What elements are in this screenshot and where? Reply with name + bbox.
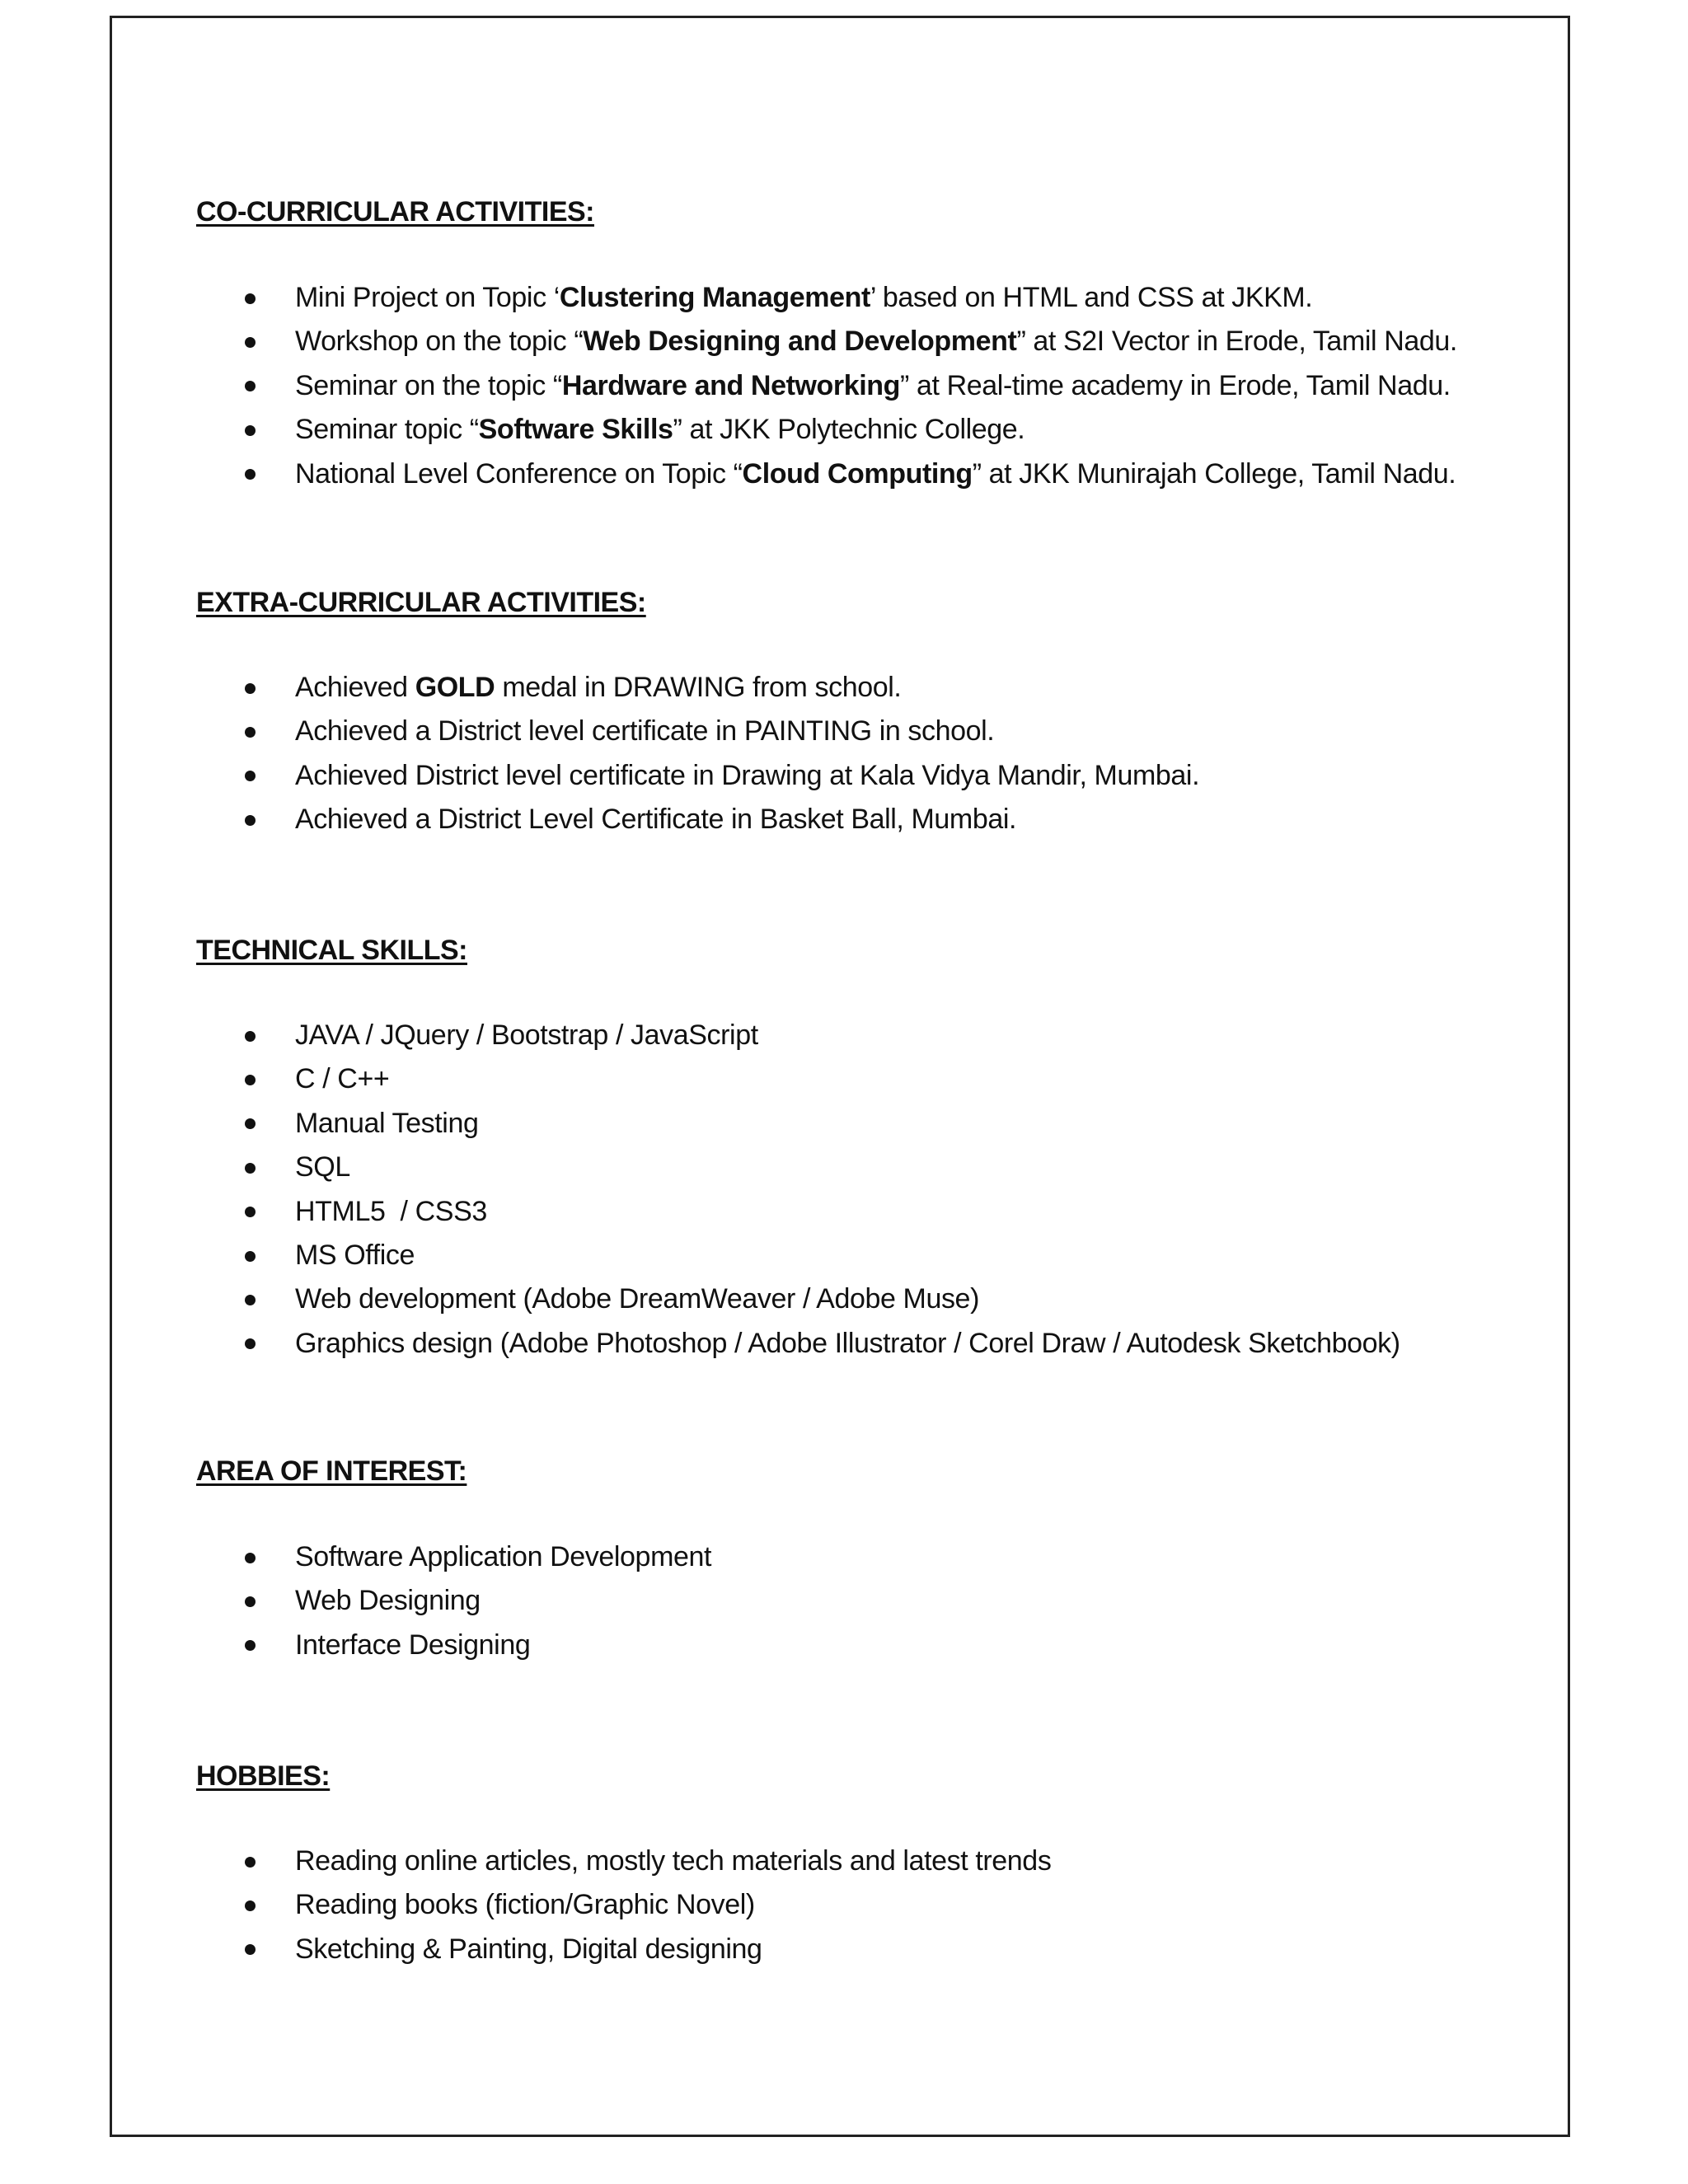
bullet-list [196, 276, 1457, 496]
bullet-list [196, 1535, 711, 1667]
item-text: Achieved a District level certificate in PAINTING in school. [295, 715, 995, 748]
item-text: Seminar topic “ [295, 414, 479, 446]
section-heading: AREA OF INTEREST: [196, 1455, 467, 1487]
bullet-icon [245, 1596, 256, 1607]
item-text: Reading online articles, mostly tech materials and latest trends [295, 1845, 1052, 1877]
section-heading: CO-CURRICULAR ACTIVITIES: [196, 196, 594, 227]
item-text: ” at Real-time academy in Erode, Tamil Nadu. [900, 369, 1451, 401]
item-bold-text: Clustering Management [559, 282, 870, 313]
item-text: Seminar on the topic “ [295, 369, 562, 401]
list-item [196, 754, 1199, 798]
list-item [196, 1883, 1051, 1927]
bullet-icon [245, 683, 256, 694]
section-technical-skills [196, 934, 1515, 1359]
list-item [196, 1624, 711, 1667]
item-text: ” at JKK Munirajah College, Tamil Nadu. [972, 457, 1456, 490]
item-bold-text: Software Skills [478, 414, 673, 446]
list-item [196, 364, 1457, 408]
list-item [196, 1840, 1051, 1883]
item-text: HTML5 / CSS3 [295, 1195, 487, 1227]
bullet-icon [245, 1857, 256, 1868]
bullet-icon [245, 1031, 256, 1042]
bullet-icon [245, 1338, 256, 1349]
bullet-list [196, 1014, 1400, 1366]
section-area-of-interest [196, 1455, 1515, 1661]
item-text: Achieved a District Level Certificate in Basket Ball, Mumbai. [295, 804, 1017, 836]
list-item [196, 1190, 1400, 1234]
list-item [196, 1322, 1400, 1366]
item-text: National Level Conference on Topic “ [295, 457, 743, 490]
section-co-curricular [196, 195, 1515, 490]
item-text: Web Designing [295, 1585, 481, 1617]
bullet-icon [245, 1640, 256, 1651]
list-item [196, 452, 1457, 496]
list-item [196, 1146, 1400, 1189]
bullet-list [196, 1840, 1051, 1971]
bullet-icon [245, 1900, 256, 1911]
item-text: medal in DRAWING from school. [495, 672, 902, 703]
bullet-icon [245, 1553, 256, 1563]
list-item [196, 1277, 1400, 1321]
bullet-icon [245, 1295, 256, 1305]
item-text: C / C++ [295, 1063, 390, 1095]
list-item [196, 1014, 1400, 1057]
item-text: Sketching & Painting, Digital designing [295, 1933, 762, 1965]
bullet-icon [245, 1944, 256, 1955]
item-text: Interface Designing [295, 1629, 531, 1661]
item-text: ’ based on HTML and CSS at JKKM. [870, 282, 1313, 313]
item-text: Reading books (fiction/Graphic Novel) [295, 1889, 755, 1921]
item-text: Achieved District level certificate in Drawing at Kala Vidya Mandir, Mumbai. [295, 759, 1200, 791]
list-item [196, 1057, 1400, 1101]
section-extra-curricular [196, 586, 1515, 836]
section-heading: TECHNICAL SKILLS: [196, 935, 467, 966]
list-item [196, 1535, 711, 1579]
list-item [196, 710, 1199, 753]
item-text: Web development (Adobe DreamWeaver / Adobe Muse) [295, 1283, 979, 1315]
bullet-icon [245, 425, 256, 436]
item-text: JAVA / JQuery / Bootstrap / JavaScript [295, 1019, 758, 1051]
list-item [196, 276, 1457, 320]
list-item [196, 320, 1457, 363]
bullet-icon [245, 337, 256, 348]
item-bold-text: GOLD [415, 672, 495, 703]
list-item [196, 1234, 1400, 1277]
bullet-icon [245, 1251, 256, 1262]
section-hobbies [196, 1760, 1515, 1965]
bullet-icon [245, 469, 256, 480]
bullet-icon [245, 381, 256, 391]
list-item [196, 1579, 711, 1623]
list-item [196, 666, 1199, 710]
item-text: MS Office [295, 1239, 415, 1271]
item-text: Graphics design (Adobe Photoshop / Adobe Illustrator / Corel Draw / Autodesk Sketchbook) [295, 1327, 1400, 1359]
item-text: Software Application Development [295, 1541, 712, 1572]
bullet-list [196, 666, 1199, 842]
item-text: ” at S2I Vector in Erode, Tamil Nadu. [1016, 326, 1457, 358]
bullet-icon [245, 771, 256, 781]
bullet-icon [245, 1207, 256, 1217]
list-item [196, 1928, 1051, 1971]
bullet-icon [245, 293, 256, 304]
bullet-icon [245, 1075, 256, 1085]
list-item [196, 1102, 1400, 1146]
item-bold-text: Web Designing and Development [583, 326, 1017, 358]
section-heading: EXTRA-CURRICULAR ACTIVITIES: [196, 587, 646, 618]
bullet-icon [245, 727, 256, 738]
item-text: Manual Testing [295, 1107, 479, 1139]
item-bold-text: Hardware and Networking [561, 369, 901, 401]
list-item [196, 408, 1457, 452]
bullet-icon [245, 1163, 256, 1174]
list-item [196, 798, 1199, 841]
item-text: SQL [295, 1151, 350, 1183]
bullet-icon [245, 815, 256, 826]
item-text: Workshop on the topic “ [295, 326, 584, 358]
item-bold-text: Cloud Computing [742, 457, 973, 490]
item-text: ” at JKK Polytechnic College. [673, 414, 1025, 446]
item-text: Mini Project on Topic ‘ [295, 282, 560, 313]
section-heading: HOBBIES: [196, 1760, 331, 1792]
bullet-icon [245, 1118, 256, 1129]
item-text: Achieved [295, 672, 415, 703]
